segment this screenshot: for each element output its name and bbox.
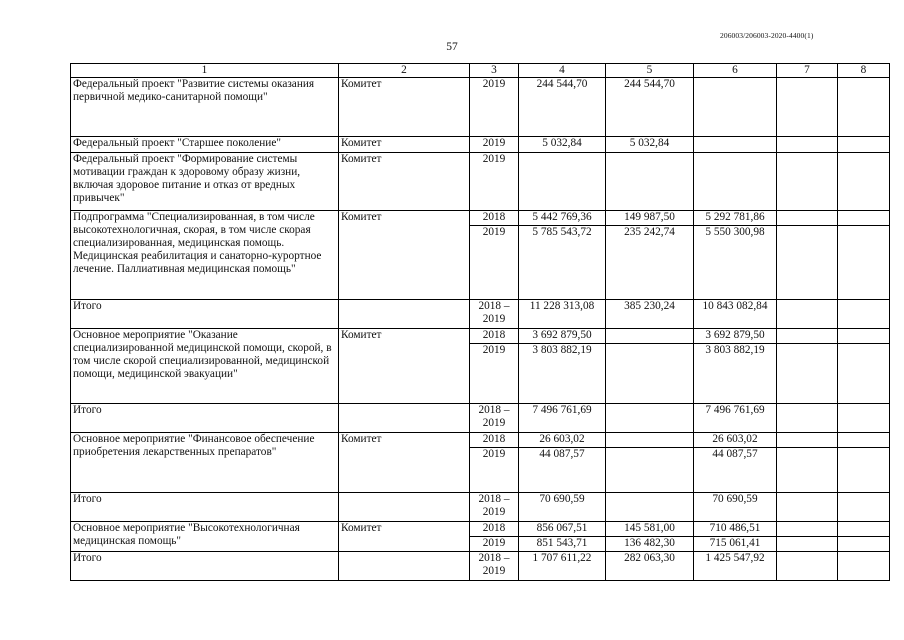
row-value-total: 7 496 761,69 (519, 404, 606, 433)
row-name: Основное мероприятие "Высокотехнологичная медицинская помощь" (71, 522, 339, 552)
row-value-c7 (777, 537, 838, 552)
row-value-c7 (777, 226, 838, 300)
row-executor (339, 493, 470, 522)
row-year: 2018 (470, 433, 519, 448)
row-value-regional: 70 690,59 (694, 493, 777, 522)
row-value-regional: 3 692 879,50 (694, 329, 777, 344)
row-executor: Комитет (339, 78, 470, 137)
row-value-federal (606, 448, 694, 493)
row-year: 2018 – 2019 (470, 493, 519, 522)
row-value-c8 (838, 211, 890, 226)
row-year: 2019 (470, 344, 519, 404)
row-value-c7 (777, 344, 838, 404)
row-year: 2018 (470, 522, 519, 537)
row-value-total: 70 690,59 (519, 493, 606, 522)
row-year: 2019 (470, 537, 519, 552)
row-year: 2019 (470, 226, 519, 300)
row-value-c7 (777, 433, 838, 448)
column-header: 6 (694, 64, 777, 78)
row-value-total: 11 228 313,08 (519, 300, 606, 329)
row-value-c8 (838, 448, 890, 493)
row-value-c7 (777, 493, 838, 522)
row-value-regional: 5 550 300,98 (694, 226, 777, 300)
row-value-regional (694, 137, 777, 153)
row-value-total: 5 785 543,72 (519, 226, 606, 300)
row-value-c7 (777, 300, 838, 329)
row-value-regional: 5 292 781,86 (694, 211, 777, 226)
row-year: 2019 (470, 137, 519, 153)
row-value-c8 (838, 153, 890, 211)
row-value-regional: 10 843 082,84 (694, 300, 777, 329)
table-row (71, 329, 890, 344)
table-header-row (71, 64, 890, 78)
row-value-total (519, 153, 606, 211)
row-name: Федеральный проект "Формирование системы мотивации граждан к здоровому образу жизни, включая здоровое питание и отказ от вредных привычек" (71, 153, 339, 211)
row-value-c8 (838, 226, 890, 300)
row-value-federal (606, 153, 694, 211)
row-value-total: 244 544,70 (519, 78, 606, 137)
row-value-federal: 282 063,30 (606, 552, 694, 581)
column-header: 3 (470, 64, 519, 78)
row-executor: Комитет (339, 153, 470, 211)
column-header: 8 (838, 64, 890, 78)
column-header: 7 (777, 64, 838, 78)
row-executor: Комитет (339, 211, 470, 300)
row-value-total: 1 707 611,22 (519, 552, 606, 581)
row-year: 2018 (470, 329, 519, 344)
column-header: 5 (606, 64, 694, 78)
row-value-c8 (838, 493, 890, 522)
row-value-federal (606, 433, 694, 448)
row-value-regional (694, 153, 777, 211)
row-value-federal: 149 987,50 (606, 211, 694, 226)
row-executor: Комитет (339, 329, 470, 404)
table-row-total (71, 493, 890, 522)
row-value-c8 (838, 329, 890, 344)
row-value-c7 (777, 522, 838, 537)
row-value-c7 (777, 78, 838, 137)
row-value-regional: 7 496 761,69 (694, 404, 777, 433)
row-value-regional: 3 803 882,19 (694, 344, 777, 404)
row-value-total: 5 442 769,36 (519, 211, 606, 226)
row-name: Подпрограмма "Специализированная, в том числе высокотехнологичная, скорая, в том числе скорая специализированная, медицинская помощь. Медицинская реабилитация и санаторно-курортное лечение. Паллиативная медицинская помощь" (71, 211, 339, 300)
row-value-regional: 44 087,57 (694, 448, 777, 493)
row-value-federal (606, 493, 694, 522)
row-value-c8 (838, 78, 890, 137)
table-row (71, 211, 890, 226)
row-value-federal: 385 230,24 (606, 300, 694, 329)
page-number: 57 (446, 41, 458, 53)
table-row (71, 78, 890, 137)
row-value-total: 856 067,51 (519, 522, 606, 537)
row-value-total: 44 087,57 (519, 448, 606, 493)
row-value-c8 (838, 300, 890, 329)
table-row (71, 153, 890, 211)
row-value-federal: 136 482,30 (606, 537, 694, 552)
row-name: Итого (71, 404, 339, 433)
table-row (71, 137, 890, 153)
row-name: Федеральный проект "Развитие системы оказания первичной медико-санитарной помощи" (71, 78, 339, 137)
row-executor (339, 552, 470, 581)
row-value-c7 (777, 329, 838, 344)
table-row (71, 522, 890, 537)
column-header: 1 (71, 64, 339, 78)
row-value-total: 851 543,71 (519, 537, 606, 552)
row-year: 2019 (470, 78, 519, 137)
row-value-federal (606, 404, 694, 433)
row-value-c8 (838, 537, 890, 552)
row-value-c7 (777, 448, 838, 493)
row-value-c8 (838, 433, 890, 448)
row-value-federal (606, 344, 694, 404)
table-row (71, 433, 890, 448)
row-value-federal: 145 581,00 (606, 522, 694, 537)
row-value-total: 3 803 882,19 (519, 344, 606, 404)
row-value-regional: 1 425 547,92 (694, 552, 777, 581)
row-year: 2018 – 2019 (470, 404, 519, 433)
row-value-regional: 26 603,02 (694, 433, 777, 448)
row-name: Основное мероприятие "Оказание специализированной медицинской помощи, скорой, в том числе скорой специализированной, медицинской помощи, медицинской эвакуации" (71, 329, 339, 404)
row-value-federal (606, 329, 694, 344)
row-value-regional (694, 78, 777, 137)
row-value-c8 (838, 552, 890, 581)
row-value-total: 26 603,02 (519, 433, 606, 448)
table-row-total (71, 300, 890, 329)
row-value-total: 5 032,84 (519, 137, 606, 153)
row-year: 2018 – 2019 (470, 552, 519, 581)
row-name: Федеральный проект "Старшее поколение" (71, 137, 339, 153)
row-name: Основное мероприятие "Финансовое обеспечение приобретения лекарственных препаратов" (71, 433, 339, 493)
row-value-c7 (777, 211, 838, 226)
row-executor: Комитет (339, 137, 470, 153)
row-value-c7 (777, 552, 838, 581)
table-row-total (71, 404, 890, 433)
row-value-c8 (838, 522, 890, 537)
row-value-c7 (777, 404, 838, 433)
row-value-regional: 710 486,51 (694, 522, 777, 537)
document-id: 206003/206003-2020-4400(1) (720, 31, 814, 40)
row-name: Итого (71, 300, 339, 329)
row-value-c7 (777, 137, 838, 153)
row-value-c8 (838, 137, 890, 153)
row-name: Итого (71, 552, 339, 581)
row-executor: Комитет (339, 522, 470, 552)
funding-table (70, 63, 890, 581)
row-year: 2018 – 2019 (470, 300, 519, 329)
row-value-federal: 5 032,84 (606, 137, 694, 153)
row-value-c8 (838, 404, 890, 433)
row-value-regional: 715 061,41 (694, 537, 777, 552)
column-header: 2 (339, 64, 470, 78)
row-year: 2019 (470, 153, 519, 211)
row-name: Итого (71, 493, 339, 522)
column-header: 4 (519, 64, 606, 78)
row-value-federal: 244 544,70 (606, 78, 694, 137)
row-value-c7 (777, 153, 838, 211)
table-row-total (71, 552, 890, 581)
row-value-total: 3 692 879,50 (519, 329, 606, 344)
row-value-federal: 235 242,74 (606, 226, 694, 300)
row-year: 2019 (470, 448, 519, 493)
row-value-c8 (838, 344, 890, 404)
row-executor (339, 404, 470, 433)
row-executor: Комитет (339, 433, 470, 493)
row-executor (339, 300, 470, 329)
row-year: 2018 (470, 211, 519, 226)
